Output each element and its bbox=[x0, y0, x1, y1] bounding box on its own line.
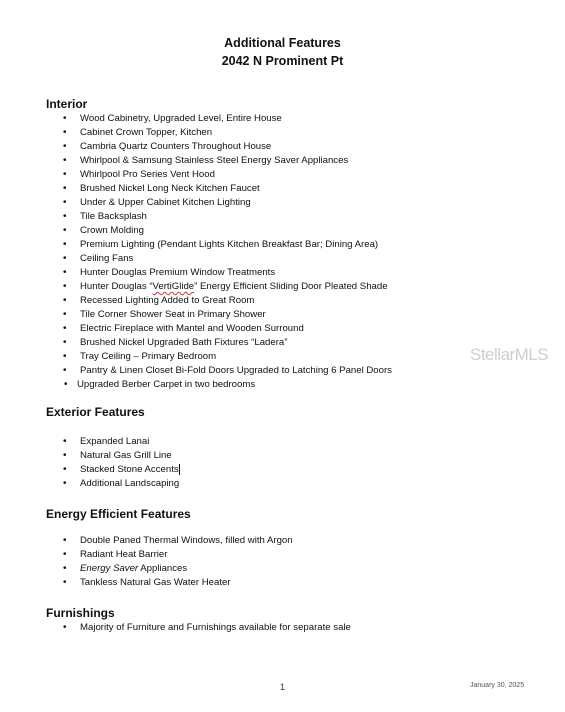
list-item-vertiglide bbox=[0, 280, 392, 294]
furnishings-list bbox=[0, 621, 351, 635]
list-item: • Radiant Heat Barrier bbox=[0, 548, 293, 562]
list-item: • Tray Ceiling – Primary Bedroom bbox=[0, 350, 392, 364]
list-item: • Recessed Lighting Added to Great Room bbox=[0, 294, 392, 308]
footer-date: January 30, 2025 bbox=[470, 682, 525, 689]
list-item: • Whirlpool & Samsung Stainless Steel Energy Saver Appliances bbox=[0, 154, 392, 168]
exterior-list bbox=[0, 435, 180, 491]
item-text-before: Hunter Douglas “ bbox=[80, 281, 153, 292]
list-item: • Upgraded Berber Carpet in two bedrooms bbox=[0, 378, 392, 392]
energy-list bbox=[0, 534, 293, 590]
list-item: • Hunter Douglas Premium Window Treatments bbox=[0, 266, 392, 280]
document-title: Additional Features bbox=[224, 36, 341, 50]
section-heading-interior: Interior bbox=[46, 97, 88, 111]
section-heading-furnishings: Furnishings bbox=[46, 606, 115, 620]
list-item: • Tile Backsplash bbox=[0, 210, 392, 224]
list-item: • Under & Upper Cabinet Kitchen Lighting bbox=[0, 196, 392, 210]
section-heading-exterior: Exterior Features bbox=[46, 405, 145, 419]
italic-text: Energy Saver bbox=[80, 563, 139, 574]
interior-list bbox=[0, 112, 392, 392]
item-text: Appliances bbox=[138, 563, 188, 574]
section-heading-energy: Energy Efficient Features bbox=[46, 507, 191, 521]
list-item: • Wood Cabinetry, Upgraded Level, Entire House bbox=[0, 112, 392, 126]
list-item: • Premium Lighting (Pendant Lights Kitchen Breakfast Bar; Dining Area) bbox=[0, 238, 392, 252]
list-item: • Crown Molding bbox=[0, 224, 392, 238]
item-text-after: ” Energy Efficient Sliding Door Pleated Shade bbox=[194, 281, 388, 292]
spellcheck-word: VertiGlide bbox=[152, 281, 195, 292]
list-item: • Additional Landscaping bbox=[0, 477, 180, 491]
list-item: • Natural Gas Grill Line bbox=[0, 449, 180, 463]
page-number: 1 bbox=[279, 682, 285, 692]
property-address: 2042 N Prominent Pt bbox=[221, 54, 344, 68]
list-item: • Whirlpool Pro Series Vent Hood bbox=[0, 168, 392, 182]
list-item: • Pantry & Linen Closet Bi-Fold Doors Upgraded to Latching 6 Panel Doors bbox=[0, 364, 392, 378]
list-item: • Electric Fireplace with Mantel and Wooden Surround bbox=[0, 322, 392, 336]
list-item: • Cambria Quartz Counters Throughout House bbox=[0, 140, 392, 154]
list-item: • Tankless Natural Gas Water Heater bbox=[0, 576, 293, 590]
list-item: • Expanded Lanai bbox=[0, 435, 180, 449]
list-item: • Brushed Nickel Long Neck Kitchen Faucet bbox=[0, 182, 392, 196]
list-item: • Ceiling Fans bbox=[0, 252, 392, 266]
list-item: • Cabinet Crown Topper, Kitchen bbox=[0, 126, 392, 140]
list-item: • Tile Corner Shower Seat in Primary Shower bbox=[0, 308, 392, 322]
list-item bbox=[0, 463, 180, 477]
text-cursor-item: Stacked Stone Accents bbox=[80, 464, 179, 475]
list-item: • Brushed Nickel Upgraded Bath Fixtures “Ladera” bbox=[0, 336, 392, 350]
list-item: • Majority of Furniture and Furnishings available for separate sale bbox=[0, 621, 351, 635]
list-item: • Double Paned Thermal Windows, filled with Argon bbox=[0, 534, 293, 548]
list-item-energy-saver bbox=[0, 562, 293, 576]
stellarmls-watermark: StellarMLS bbox=[470, 345, 549, 364]
